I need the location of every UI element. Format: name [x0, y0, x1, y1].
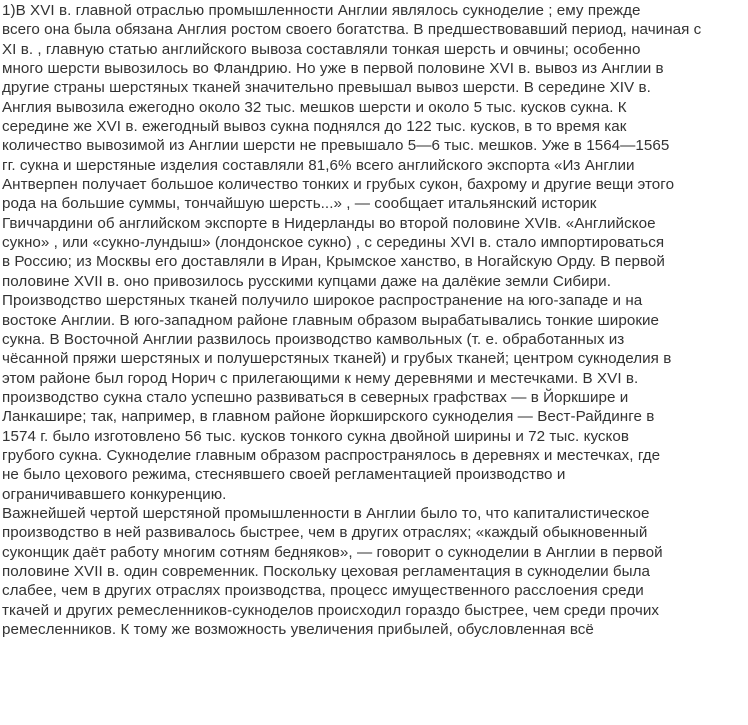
- text-line: чёсанной пряжи шерстяных и полушерстяных тканей) и грубых тканей; центром сукноделия в: [2, 350, 672, 368]
- text-line: слабее, чем в других отраслях производства, процесс имущественного расслоения среди: [2, 582, 644, 600]
- paragraph-2: [2, 504, 748, 639]
- text-line: ремесленников. К тому же возможность увеличения прибылей, обусловленная всё: [2, 621, 594, 638]
- text-line: суконщик даёт работу многим сотням бедняков», — говорит о сукноделии в Англии в первой: [2, 543, 663, 561]
- text-line: количество вывозимой из Англии шерсти не превышало 5—6 тыс. мешков. Уже в 1564—1565: [2, 137, 670, 155]
- paragraph-1: [2, 1, 748, 504]
- text-line: этом районе был город Норич с прилегающими к нему деревнями и местечками. В XVI в.: [2, 369, 639, 387]
- text-line: Антверпен получает большое количество тонких и грубых сукон, бахрому и другие вещи этого: [2, 176, 675, 194]
- text-line: рода на большие суммы, тончайшую шерсть...» , — сообщает итальянский историк: [2, 195, 597, 213]
- text-line: всего она была обязана Англия ростом своего богатства. В предшествовавший период, начиная с: [2, 21, 702, 39]
- text-line: другие страны шерстяных тканей значительно превышал вывоз шерсти. В середине XIV в.: [2, 79, 651, 97]
- text-line: производство в ней развивалось быстрее, чем в других отраслях; «каждый обыкновенный: [2, 524, 648, 542]
- text-line: Производство шерстяных тканей получило широкое распространение на юго-западе и на: [2, 292, 643, 310]
- text-line: Гвиччардини об английском экспорте в Нидерланды во второй половине XVIв. «Английское: [2, 214, 656, 232]
- text-line: XI в. , главную статью английского вывоза составляли тонкая шерсть и овчины; особенно: [2, 40, 641, 58]
- text-line: Англия вывозила ежегодно около 32 тыс. мешков шерсти и около 5 тыс. кусков сукна. К: [2, 98, 627, 116]
- text-line: сукно» , или «сукно-лундыш» (лондонское сукно) , с середины XVI в. стало импортироваться: [2, 234, 665, 252]
- text-line: 1574 г. было изготовлено 56 тыс. кусков тонкого сукна двойной ширины и 72 тыс. кусков: [2, 427, 630, 445]
- text-line: середине же XVI в. ежегодный вывоз сукна поднялся до 122 тыс. кусков, в то время как: [2, 118, 627, 136]
- text-line: востоке Англии. В юго-западном районе главным образом вырабатывались тонкие широкие: [2, 311, 660, 329]
- text-line: гг. сукна и шерстяные изделия составляли 81,6% всего английского экспорта «Из Англии: [2, 156, 635, 174]
- text-line: половине XVII в. один современник. Поскольку цеховая регламентация в сукноделии была: [2, 562, 651, 580]
- text-line: сукна. В Восточной Англии развилось производство камвольных (т. е. обработанных из: [2, 330, 625, 348]
- text-line: много шерсти вывозилось во Фландрию. Но уже в первой половине XVI в. вывоз из Англии в: [2, 60, 664, 78]
- text-line: грубого сукна. Сукноделие главным образом распространялось в деревнях и местечках, где: [2, 446, 661, 464]
- text-line: Важнейшей чертой шерстяной промышленности в Англии было то, что капиталистическое: [2, 504, 650, 522]
- text-line: ткачей и других ремесленников-сукноделов происходил гораздо быстрее, чем среди прочих: [2, 601, 660, 619]
- text-line: 1)В XVI в. главной отраслью промышленности Англии являлось сукноделие ; ему прежде: [2, 2, 641, 19]
- text-line: половине XVII в. оно привозилось русскими купцами даже на далёкие земли Сибири.: [2, 272, 611, 290]
- text-line: не было цехового режима, стеснявшего своей регламентацией производство и: [2, 466, 566, 484]
- text-line: в Россию; из Москвы его доставляли в Иран, Крымское ханство, в Ногайскую Орду. В первой: [2, 253, 665, 271]
- text-line: ограничивавшего конкуренцию.: [2, 485, 227, 503]
- text-line: производство сукна стало успешно развиваться в северных графствах — в Йоркшире и: [2, 388, 629, 406]
- text-line: Ланкашире; так, например, в главном районе йоркширского сукноделия — Вест-Райдинге в: [2, 408, 655, 426]
